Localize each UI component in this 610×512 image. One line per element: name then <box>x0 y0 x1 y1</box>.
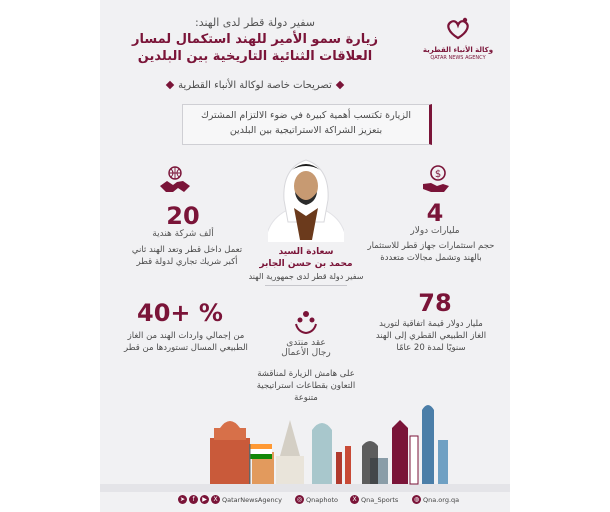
money-hand-icon <box>422 164 450 194</box>
footer <box>100 490 510 512</box>
network-people-icon <box>294 308 318 334</box>
stat-companies-value: 20 <box>166 202 200 230</box>
website-url[interactable]: Qna.org.qa <box>423 495 460 504</box>
stat-lng-deal <box>390 290 480 316</box>
stat-forum <box>250 338 362 358</box>
forum-title-2: رجال الأعمال <box>281 348 331 358</box>
ambassador-name <box>250 246 362 270</box>
website <box>412 495 459 504</box>
subtitle <box>100 80 410 91</box>
stat-lng-deal-desc <box>356 318 506 354</box>
qna-logo <box>422 16 494 62</box>
desc-line: الطبيعي المسال تستوردها من قطر <box>124 343 248 353</box>
divider <box>265 285 347 286</box>
stat-investment-value: 4 <box>426 199 444 227</box>
facebook-icon[interactable]: f <box>189 495 198 504</box>
desc-line: أكبر شريك تجاري لدولة قطر <box>136 257 238 267</box>
social-sports <box>350 495 398 504</box>
social-photo <box>295 495 338 504</box>
stat-gas-share-value: 40+ % <box>137 299 223 327</box>
diamond-icon <box>166 81 174 89</box>
qna-logo-icon <box>443 16 473 42</box>
logo-english-text: QATAR NEWS AGENCY <box>430 55 486 61</box>
quote-line-2: بتعزيز الشراكة الاستراتيجية بين البلدين <box>229 125 383 136</box>
desc-line: متنوعة <box>294 393 318 403</box>
handle-main[interactable]: QatarNewsAgency <box>222 495 282 504</box>
stat-gas-share <box>120 300 240 326</box>
desc-line: تعمل داخل قطر وتعد الهند ثاني <box>131 245 243 255</box>
stat-investment-desc <box>356 240 506 264</box>
quote-box <box>182 104 432 145</box>
stat-investment <box>390 200 480 236</box>
diamond-icon <box>336 81 344 89</box>
quote-line-1: الزيارة تكتسب أهمية كبيرة في ضوء الالتزام المشترك <box>200 110 412 121</box>
instagram-icon[interactable]: ◎ <box>296 496 303 503</box>
stat-lng-deal-value: 78 <box>418 289 452 317</box>
desc-line: التعاون بقطاعات استراتيجية <box>256 381 356 391</box>
ambassador-title: سعادة السيد <box>278 247 334 257</box>
stat-companies-label: ألف شركة هندية <box>152 229 214 239</box>
stat-gas-share-desc <box>106 330 266 354</box>
svg-text:$: $ <box>434 169 442 180</box>
stat-forum-desc <box>240 368 372 404</box>
handle-sports[interactable]: Qna_Sports <box>361 495 399 504</box>
headline-line-2: العلاقات الثنائية التاريخية بين البلدين <box>137 49 373 64</box>
ambassador-fullname: محمد بن حسن الجابر <box>259 259 353 269</box>
desc-line: حجم استثمارات جهاز قطر للاستثمار <box>367 241 495 251</box>
telegram-icon[interactable]: ➤ <box>179 496 186 503</box>
kicker: سفير دولة قطر لدى الهند: <box>195 16 315 29</box>
stat-investment-label: مليارات دولار <box>410 226 460 236</box>
infographic-card <box>100 0 510 512</box>
x-icon[interactable]: X <box>350 495 359 504</box>
stat-companies <box>138 203 228 239</box>
desc-line: من إجمالي واردات الهند من الغاز <box>127 331 245 341</box>
forum-title-1: عقد منتدى <box>286 338 326 348</box>
handle-photo[interactable]: Qnaphoto <box>306 495 338 504</box>
desc-line: سنويًا لمدة 20 عامًا <box>396 343 466 353</box>
social-main <box>178 495 282 504</box>
x-icon[interactable]: X <box>211 495 220 504</box>
stat-companies-desc <box>112 244 262 268</box>
ambassador-position: سفير دولة قطر لدى جمهورية الهند <box>248 272 364 281</box>
desc-line: مليار دولار قيمة اتفاقية لتوريد <box>379 319 483 329</box>
landmarks-skyline-illustration <box>100 400 510 492</box>
headline-line-1: زيارة سمو الأمير للهند استكمال لمسار <box>131 32 379 47</box>
handshake-globe-icon <box>158 166 192 194</box>
desc-line: على هامش الزيارة لمناقشة <box>257 369 355 379</box>
desc-line: بالهند وتشمل مجالات متعددة <box>380 253 482 263</box>
desc-line: الغاز الطبيعي القطري إلى الهند <box>375 331 487 341</box>
logo-arabic-text: وكالة الأنباء القطرية <box>422 46 494 54</box>
globe-icon[interactable]: ◍ <box>413 496 420 503</box>
headline <box>100 31 410 65</box>
ambassador-portrait <box>268 150 344 242</box>
subtitle-text: تصريحات خاصة لوكالة الأنباء القطرية <box>178 80 332 91</box>
youtube-icon[interactable]: ▶ <box>200 495 209 504</box>
